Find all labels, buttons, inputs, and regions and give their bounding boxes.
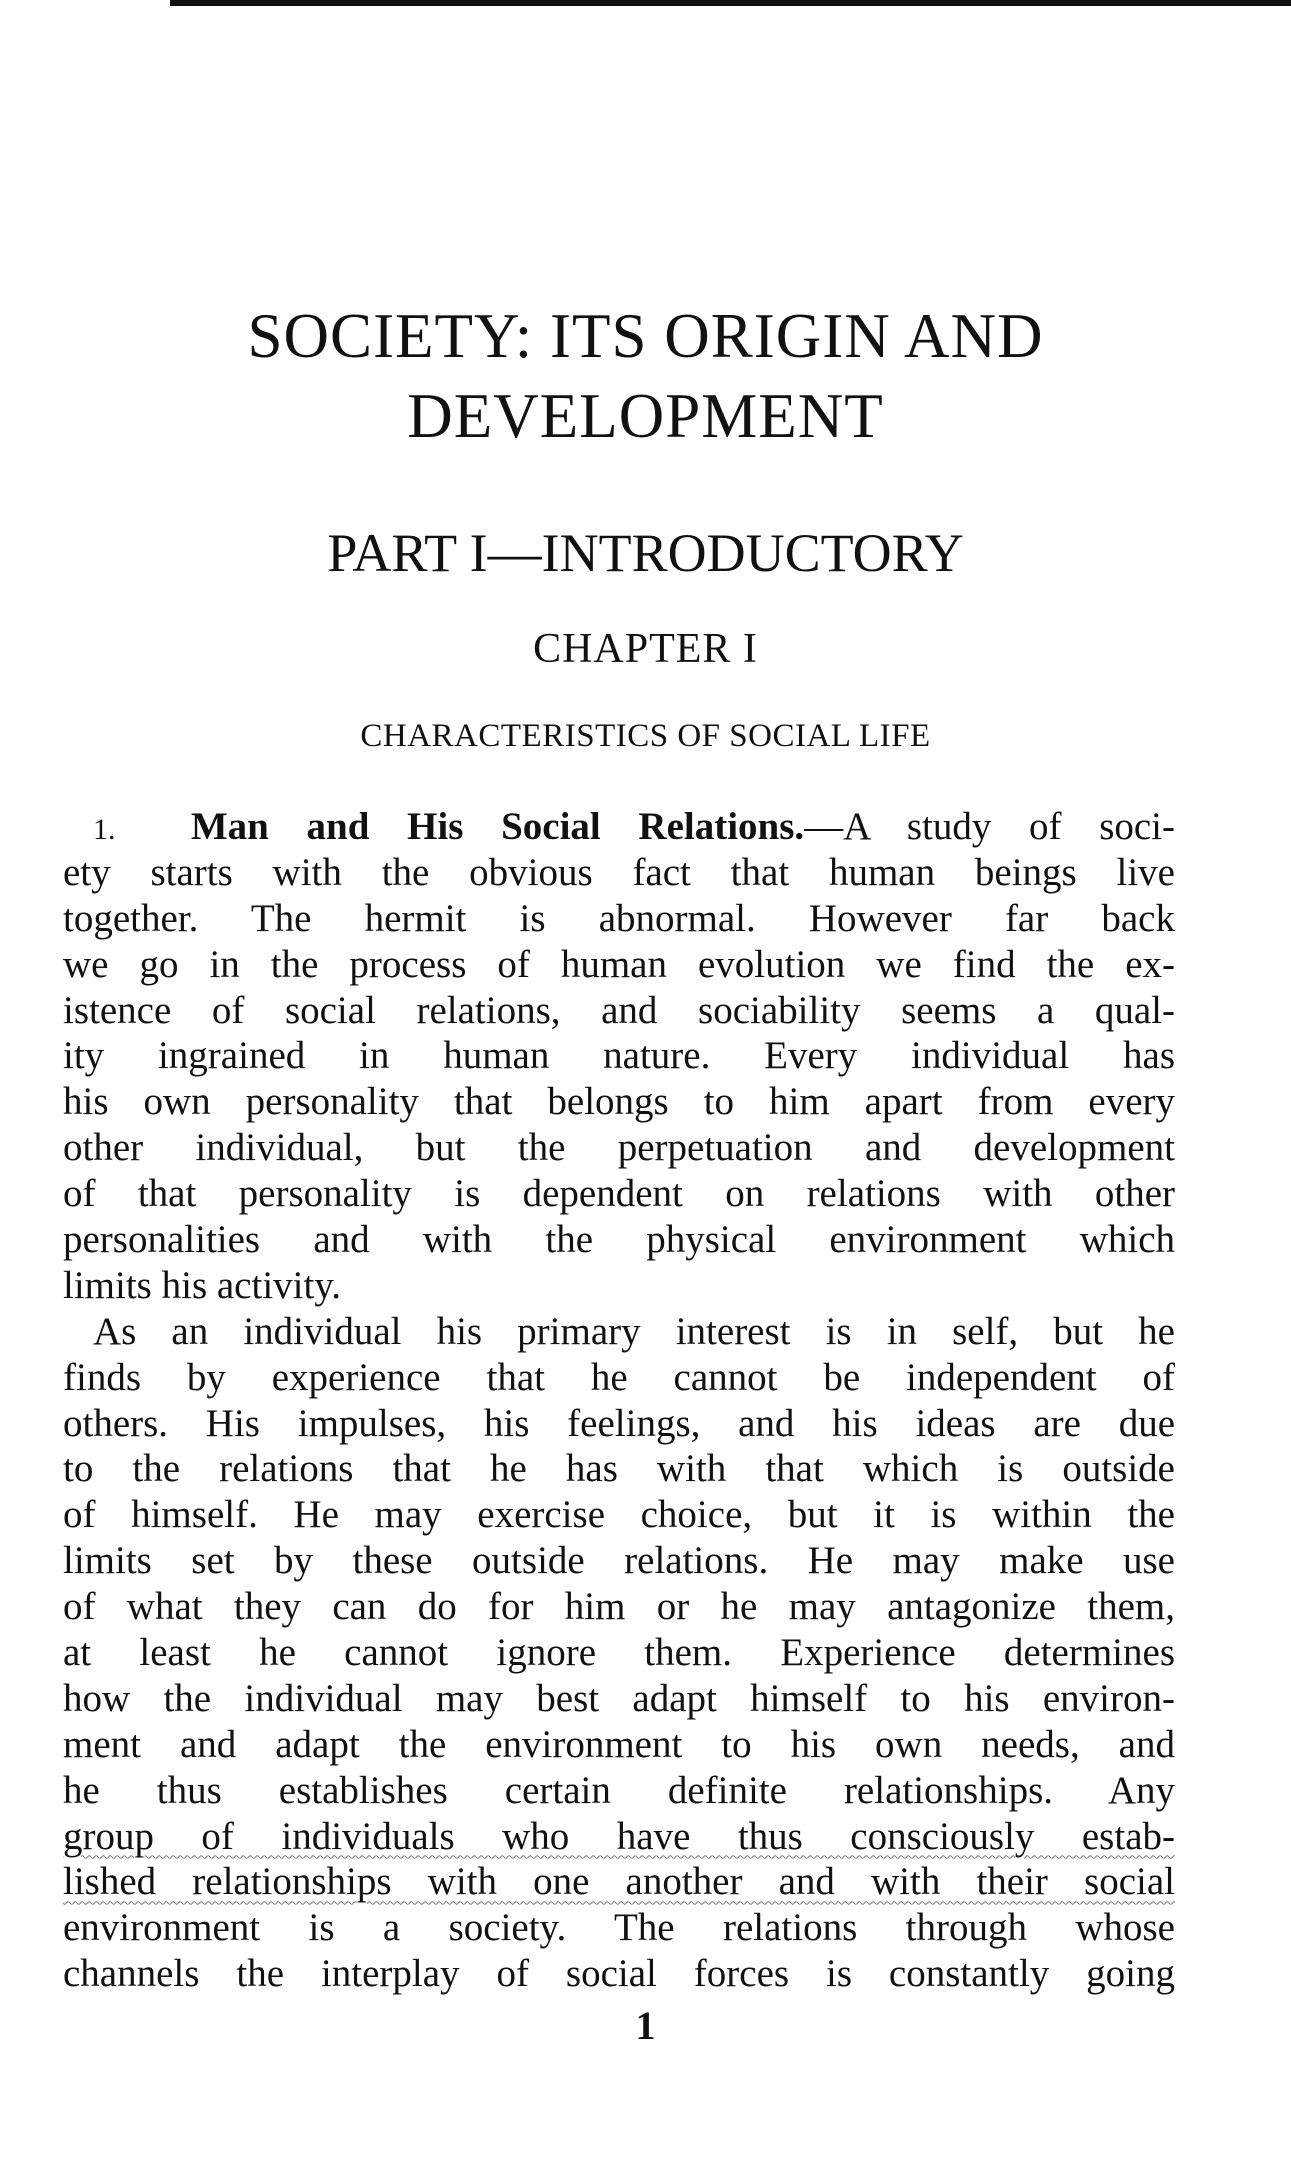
text-line: of that personality is dependent on relations with other (63, 1172, 1175, 1216)
part-heading: PART I—INTRODUCTORY (327, 523, 964, 583)
text-line: channels the interplay of social forces is constantly going (63, 1952, 1175, 1996)
text-line: lished relationships with one another and with their social (63, 1860, 1175, 1904)
text-line: how the individual may best adapt himself to his environ- (63, 1676, 1175, 1720)
text-line: limits set by these outside relations. He may make use (63, 1539, 1175, 1583)
book-title-line-2: DEVELOPMENT (407, 381, 884, 451)
book-title-line-1: SOCIETY: ITS ORIGIN AND (247, 301, 1044, 371)
page-number: 1 (635, 2003, 656, 2048)
section-title: Man and His Social Relations. (190, 805, 805, 848)
text-line: —A study of soci- (804, 805, 1175, 848)
text-line: at least he cannot ignore them. Experience determines (63, 1631, 1175, 1675)
text-line: istence of social relations, and sociability seems a qual- (63, 988, 1175, 1032)
body-text (63, 804, 1175, 1997)
text-line: ment and adapt the environment to his own needs, and (63, 1722, 1175, 1766)
text-line: to the relations that he has with that which is outside (63, 1447, 1175, 1491)
text-line: he thus establishes certain definite relationships. Any (63, 1768, 1175, 1812)
text-line: his own personality that belongs to him apart from every (63, 1080, 1175, 1124)
text-line: together. The hermit is abnormal. However far back (63, 896, 1175, 940)
paragraph-1 (63, 850, 1175, 1309)
text-line: ety starts with the obvious fact that human beings live (63, 850, 1175, 894)
text-line: environment is a society. The relations through whose (63, 1906, 1175, 1950)
chapter-title: CHARACTERISTICS OF SOCIAL LIFE (360, 718, 931, 754)
text-line: of himself. He may exercise choice, but it is within the (63, 1493, 1175, 1537)
section-heading-line (63, 804, 1175, 850)
section-number: 1. (93, 813, 116, 846)
text-line: others. His impulses, his feelings, and his ideas are due (63, 1401, 1175, 1445)
text-line: other individual, but the perpetuation and development (63, 1126, 1175, 1170)
text-line: limits his activity. (63, 1263, 342, 1307)
text-line: personalities and with the physical environment which (63, 1218, 1175, 1262)
text-line: ity ingrained in human nature. Every individual has (63, 1034, 1175, 1078)
text-line: of what they can do for him or he may antagonize them, (63, 1585, 1175, 1629)
text-line: finds by experience that he cannot be independent of (63, 1355, 1175, 1399)
scan-edge-bar (170, 0, 1291, 6)
text-line: As an individual his primary interest is in self, but he (93, 1309, 1175, 1353)
paragraph-2 (63, 1309, 1175, 1997)
text-line: we go in the process of human evolution we find the ex- (63, 942, 1175, 986)
chapter-heading: CHAPTER I (533, 626, 758, 672)
text-line: group of individuals who have thus consciously estab- (63, 1814, 1175, 1858)
